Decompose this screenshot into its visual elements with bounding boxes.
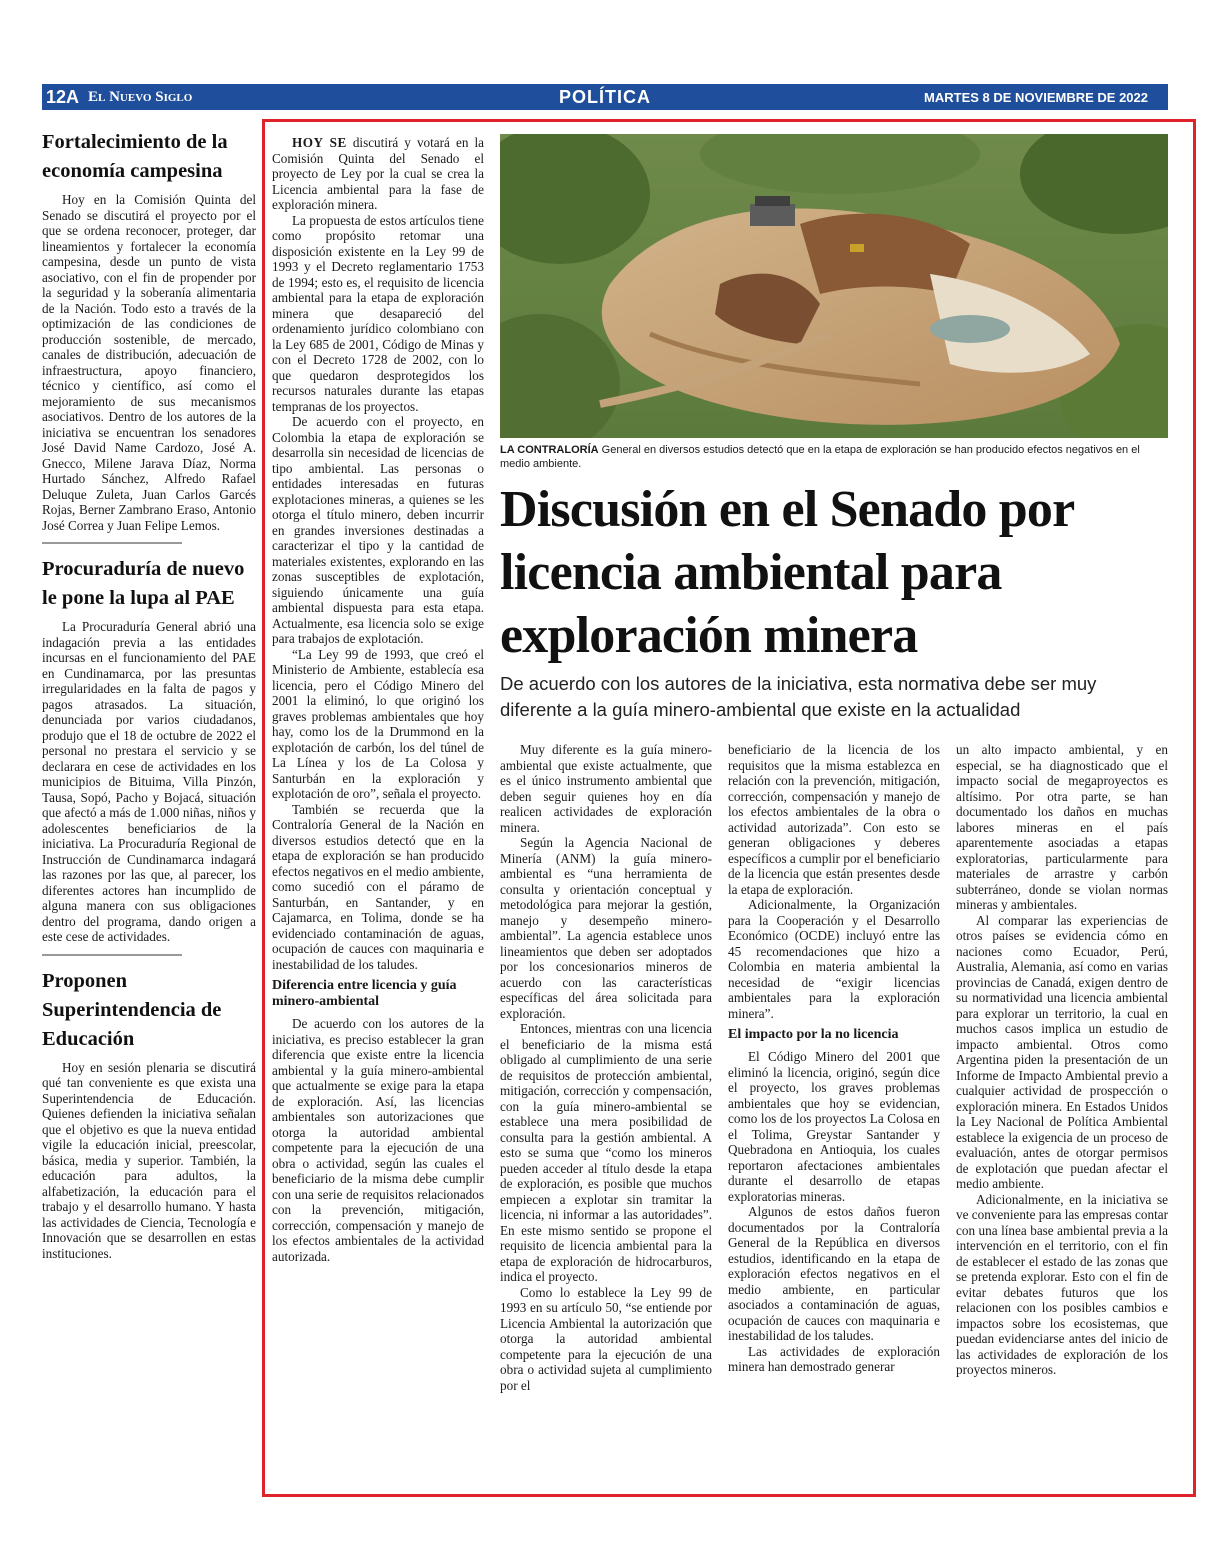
- article-paragraph: De acuerdo con el proyecto, en Colombia la etapa de exploración se desarrolla sin necesidad de licencias de tipo ambiental. Las personas o entidades interesadas en futuras explotaciones mineras, a quienes se les otorga el título minero, deben incurrir en grandes inversiones destinadas a caracterizar el tipo y la cantidad de materiales existentes, explorando en las zonas susceptibles de explotación, siguiendo únicamente una guía ambiental dispuesta para esta etapa. Actualmente, esa licencia solo se exige para trabajos de explotación.: [272, 414, 484, 646]
- lead-kicker: HOY SE: [292, 135, 347, 150]
- article-paragraph: De acuerdo con los autores de la iniciativa, es preciso establecer la gran diferencia que existe entre la licencia ambiental y la guía minero-ambiental que actualmente se exige para la etapa de exploración. Así, las licencias ambientales son autorizaciones que otorga la autoridad ambiental competente para la ejecución de una obra o actividad, según las cuales el beneficiario de la misma debe cumplir con una serie de requisitos relacionados con la prevención, mitigación, corrección, compensación y manejo de los efectos ambientales de la actividad autorizada.: [272, 1016, 484, 1264]
- article-paragraph: Como lo establece la Ley 99 de 1993 en su artículo 50, “se entiende por Licencia Ambiental la autorización que otorga la autoridad ambiental competente para la ejecución de una obra o actividad sujeta al cumplimiento por el: [500, 1284, 712, 1393]
- article-paragraph: Algunos de estos daños fueron documentados por la Contraloría General de la República en diversos estudios, identificando en la etapa de exploración efectos negativos en el medio ambiente, en particular asociados a contaminación de aguas, ocupación de cauces con maquinaria e inestabilidad de los taludes.: [728, 1204, 940, 1343]
- article-paragraph: Adicionalmente, en la iniciativa se ve conveniente para las empresas contar con una línea base ambiental previa a la intervención en el territorio, con el fin de establecer el estado de las zonas que se pretenda explorar. Esto con el fin de evitar debates futuros que los relacionen con los posibles cambios e impactos sobre los ecosistemas, que puedan evidenciarse antes del inicio de las actividades de exploración de los proyectos mineros.: [956, 1191, 1168, 1377]
- article-paragraph: un alto impacto ambiental, y en especial, se ha diagnosticado que el impacto social de megaproyectos es altísimo. Por otra parte, se han documentado los daños en muchas labores mineras en el país aparentemente asociadas a etapas exploratorias, particularmente para materiales de arrastre y carbón subterráneo, donde se violan normas mineras y ambientales.: [956, 742, 1168, 912]
- brief-divider: [42, 542, 182, 544]
- brief-body: Hoy en sesión plenaria se discutirá qué tan conveniente es que exista una Superintendencia de Educación. Quienes defienden la iniciativa señalan que el objetivo es que la nueva entidad vigile la educación inicial, preescolar, básica, media y superior. También, la educación para adultos, la alfabetización, la educación para el trabajo y el desarrollo humano. Y hasta las actividades de Ciencia, Tecnología e Innovación que se desarrollen en estas instituciones.: [42, 1059, 256, 1261]
- article-paragraph: Adicionalmente, la Organización para la Cooperación y el Desarrollo Económico (OCDE) incluyó entre las 45 recomendaciones que hizo a Colombia en materia ambiental la necesidad de “exigir licencias ambientales para la exploración minera”.: [728, 897, 940, 1021]
- caption-text: General en diversos estudios detectó que en la etapa de exploración se han producido efectos negativos en el medio ambiente.: [500, 444, 1140, 470]
- brief-economia-campesina: [42, 128, 256, 533]
- article-paragraph: Al comparar las experiencias de otros países se evidencia cómo en naciones como Ecuador, Perú, Australia, Alemania, así como en varias provincias de Canadá, exigen dentro de su normatividad una licencia ambiental para explorar un territorio, la cual en muchos casos implica un estudio de impacto ambiental. Otros como Argentina piden la presentación de un Informe de Impacto Ambiental previo a cualquier actividad de prospección o exploración minera. En Estados Unidos la Ley Nacional de Política Ambiental establece la exigencia de un proceso de evaluación, antes de otorgar permisos de explotación que puedan afectar el medio ambiente.: [956, 912, 1168, 1191]
- article-deck: De acuerdo con los autores de la iniciativa, esta normativa debe ser muy diferente a la guía minero-ambiental que existe en la actualidad: [500, 673, 1097, 720]
- brief-procuraduria-pae: [42, 555, 256, 945]
- briefs-column: [42, 128, 256, 1261]
- mining-site-aerial-photo: [500, 134, 1168, 438]
- section-title: POLÍTICA: [559, 87, 651, 107]
- publication-date: MARTES 8 DE NOVIEMBRE DE 2022: [924, 90, 1148, 105]
- article-column-2: [500, 742, 712, 1393]
- article-paragraph: Entonces, mientras con una licencia el beneficiario de la misma está obligado al cumplimiento de una serie de requisitos de protección ambiental, mitigación, corrección y compensación, con la guía minero-ambiental se establece una mera posibilidad de consulta para la gestión ambiental. A esto se suma que “como los mineros pueden acceder al título desde la etapa de exploración, es posible que muchos empiecen a explotar sin tramitar la licencia, ni informar a las autoridades”. En este mismo sentido se propone el requisito de licencia ambiental para la etapa de exploración de hidrocarburos, indica el proyecto.: [500, 1021, 712, 1284]
- article-paragraph: Las actividades de exploración minera han demostrado generar: [728, 1343, 940, 1374]
- brief-body: La Procuraduría General abrió una indagación previa a las entidades incursas en el funcionamiento del PAE en Cundinamarca, por las presuntas irregularidades en la falta de pagos y pagos atrasados. La situación, denunciada por varios ciudadanos, produjo que el 18 de octubre de 2022 el personal no prestara el servicio y se declarara en cese de actividades en los municipios de Bituima, Villa Pinzón, Tausa, Sopó, Pacho y Bojacá, situación que afectó a más de 1.000 niñas, niños y adolescentes beneficiarios de la iniciativa. La Procuraduría Regional de Instrucción de Cundinamarca indagará las razones por las que, al parecer, los diferentes actores han incumplido de alguna manera con sus obligaciones dentro del programa, dando origen a este cese de actividades.: [42, 619, 256, 944]
- article-paragraph: La propuesta de estos artículos tiene como propósito retomar una disposición existente en la Ley 99 de 1993 y el Decreto reglamentario 1753 de 1994; esto es, el requisito de licencia ambiental para la etapa de exploración minera que desapareció del ordenamiento jurídico colombiano con la Ley 685 de 2001, Código de Minas y con el Decreto 1728 de 2002, con lo que quedaron desprotegidos los recursos naturales durante las etapas tempranas de los proyectos.: [272, 212, 484, 414]
- article-paragraph: También se recuerda que la Contraloría General de la Nación en diversos estudios detectó que en la etapa de exploración se han producido efectos negativos en el medio ambiente, como sucedió con el páramo de Santurbán, en Santander, y en Cajamarca, en Tolima, donde se ha evidenciado contaminación de aguas, ocupación de cauces con maquinaria e inestabilidad de los taludes.: [272, 801, 484, 972]
- brief-title: Proponen Superintendencia de Educación: [42, 969, 222, 1050]
- brief-divider: [42, 954, 182, 956]
- lead-paragraph: [272, 135, 484, 213]
- subheading: Diferencia entre licencia y guía minero-ambiental: [272, 978, 457, 1009]
- article-column-4: [956, 742, 1168, 1378]
- page-number: 12A: [46, 87, 80, 107]
- page-header-bar: [42, 84, 1168, 110]
- article-headline: Discusión en el Senado por licencia ambiental para exploración minera: [500, 481, 1074, 664]
- article-paragraph: Según la Agencia Nacional de Minería (ANM) la guía minero-ambiental es “una herramienta de consulta y orientación conceptual y metodológica para mejorar la gestión, manejo y desempeño minero-ambiental”. La agencia establece unos lineamientos que deben ser adoptados por los concesionarios mineros de acuerdo con las características específicas del área solicitada para exploración.: [500, 835, 712, 1021]
- article-column-3: [728, 742, 940, 1375]
- article-paragraph: Muy diferente es la guía minero-ambiental que existe actualmente, que es el único instrumento ambiental que deben seguir quienes hoy en día realicen actividades de exploración minera.: [500, 742, 712, 835]
- article-paragraph: “La Ley 99 de 1993, que creó el Ministerio de Ambiente, establecía esa licencia, pero el Código Minero del 2001 la eliminó, lo que originó los graves problemas ambientales que hoy hay, como los de la Drummond en la explotación de carbón, los del túnel de La Línea y los de La Colosa y Santurbán en la exploración y explotación de oro”, señala el proyecto.: [272, 646, 484, 801]
- photo-caption: [500, 443, 1168, 471]
- subheading: El impacto por la no licencia: [728, 1027, 899, 1042]
- caption-kicker: LA CONTRALORÍA: [500, 444, 599, 456]
- article-paragraph: beneficiario de la licencia de los requisitos que la misma establezca en relación con la prevención, mitigación, corrección, compensación y manejo de los efectos ambientales de la obra o actividad autorizada”. Con esto se generan obligaciones y deberes específicos a cumplir por el beneficiario de la licencia que están presentes desde la etapa de exploración.: [728, 742, 941, 897]
- newspaper-name: El Nuevo Siglo: [88, 89, 193, 105]
- article-paragraph: El Código Minero del 2001 que eliminó la licencia, originó, según dice el proyecto, los graves problemas ambientales que hoy se evidencian, como los de los proyectos La Colosa en el Tolima, Greystar Santander y Quebradona en Antioquia, los cuales reportaron afectaciones ambientales durante el desarrollo de etapas exploratorias mineras.: [728, 1049, 940, 1204]
- brief-body: Hoy en la Comisión Quinta del Senado se discutirá el proyecto por el que se ordena reconocer, proteger, dar lineamientos y fortalecer la economía campesina, desde un punto de vista asociativo, con el fin de propender por la seguridad y la soberanía alimentaria de la Nación. Todo esto a través de la optimización de las condiciones de producción sostenible, de mercado, canales de distribución, adecuación de infraestructura, apoyo financiero, técnico y científico, así como el mejoramiento de sus mecanismos asociativos. Dentro de los autores de la iniciativa se encuentran los senadores José David Name Cardozo, José A. Gnecco, Milene Jarava Díaz, Norma Hurtado Sánchez, Alfredo Rafael Deluque Zuleta, Juan Carlos Garcés Rojas, Berner Zambrano Eraso, Antonio José Correa y Juan Felipe Lemos.: [42, 192, 256, 533]
- brief-superintendencia-educacion: [42, 967, 256, 1262]
- brief-title: Fortalecimiento de la economía campesina: [42, 131, 228, 182]
- brief-title: Procuraduría de nuevo le pone la lupa al PAE: [42, 558, 245, 609]
- article-column-1: [272, 135, 484, 1264]
- lead-text: discutirá y votará en la Comisión Quinta del Senado el proyecto de Ley por la cual se crea la Licencia ambiental para la fase de exploración minera.: [272, 135, 484, 212]
